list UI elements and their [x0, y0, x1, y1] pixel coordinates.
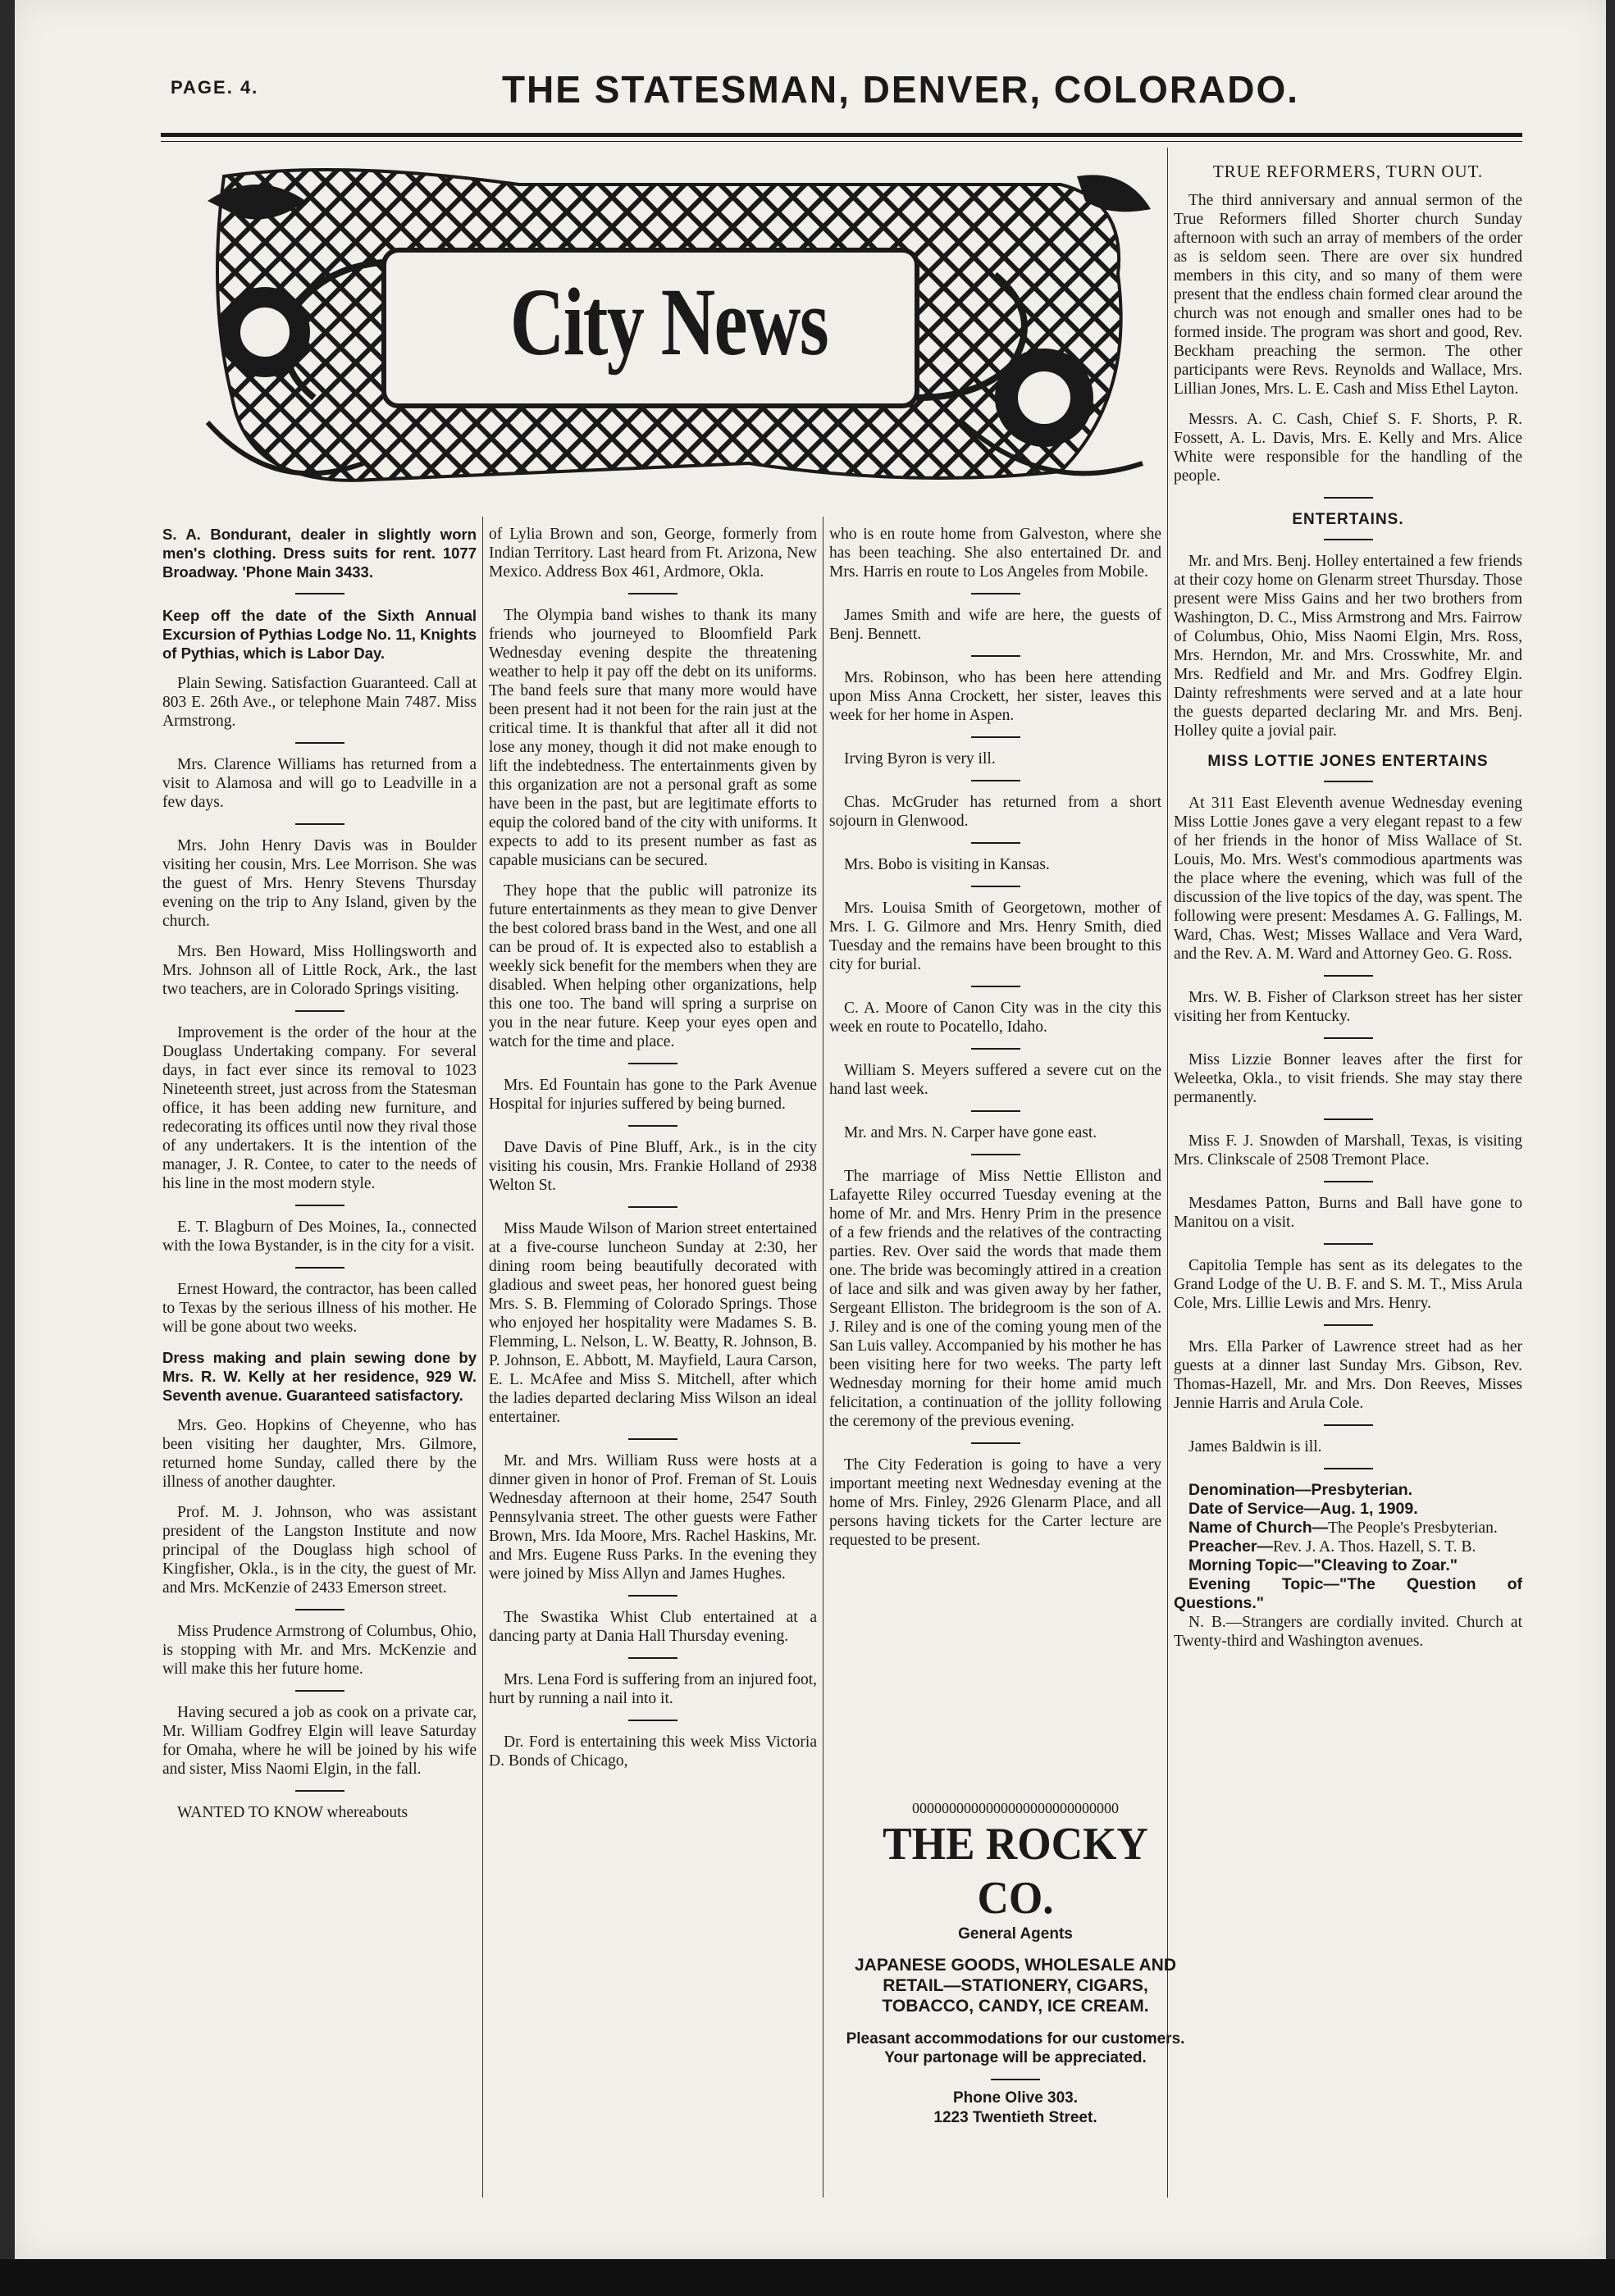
separator — [1324, 1424, 1373, 1426]
ad-pitch: Pleasant accommodations for our customers. Your partonage will be appreciated. — [846, 2030, 1185, 2066]
article: Mr. and Mrs. N. Carper have gone east. — [844, 1124, 1097, 1141]
separator — [628, 1595, 677, 1597]
article: The third anniversary and annual sermon of the True Reformers filled Shorter church Sunday afternoon with such an array of members of the order as is seldom seen. There are over six hundred members in this city, and so many of them were present that the endless chain formed clear around the church was not enough and smaller ones had to be formed inside. The program was short and good, Rev. Beckham preaching the sermon. The other participants were Revs. Reynolds and Wallace, Mrs. Lillian Jones, Mrs. L. E. Cash and Miss Ethel Layton. — [1174, 192, 1522, 398]
article: The Olympia band wishes to thank its many friends who journeyed to Bloomfield Park Wednesday evening despite the threatening weather to help it pay off the debt on its uniforms. The band feels sure that many more would have been present had it not been for the rain just at the critical time. It is thankful that after all it did not lose any money, though it did not make enough to lift the indebtedness. The entertainments given by this organization are not a personal graft as some have been in the past, but are legitimate efforts to equip the colored band of the city with uniforms. It expects to add to its present number as fast as capable musicians can be secured. — [489, 607, 817, 869]
separator — [295, 823, 344, 825]
church-date — [1174, 1500, 1522, 1519]
value: "Cleaving to Zoar." — [1313, 1556, 1458, 1574]
scan-edge — [0, 2259, 1615, 2296]
article: Irving Byron is very ill. — [844, 750, 996, 768]
church-notice — [1174, 1481, 1522, 1651]
article: James Baldwin is ill. — [1188, 1438, 1322, 1456]
column-rule — [482, 517, 483, 2198]
article: Miss F. J. Snowden of Marshall, Texas, is visiting Mrs. Clinkscale of 2508 Tremont Place. — [1174, 1132, 1522, 1168]
article: Ernest Howard, the contractor, has been called to Texas by the serious illness of his mother. He will be gone about two weeks. — [162, 1281, 477, 1336]
separator — [628, 1125, 677, 1127]
article: of Lylia Brown and son, George, formerly from Indian Territory. Last heard from Ft. Arizona, New Mexico. Address Box 461, Ardmore, Okla. — [489, 526, 817, 581]
separator — [1324, 539, 1373, 540]
article: Mrs. Ed Fountain has gone to the Park Avenue Hospital for injuries suffered by being burned. — [489, 1077, 817, 1113]
article: E. T. Blagburn of Des Moines, Ia., connected with the Iowa Bystander, is in the city for a visit. — [162, 1219, 477, 1255]
ad-phone: Phone Olive 303. — [952, 2089, 1079, 2107]
ad-subtitle: General Agents — [958, 1925, 1073, 1943]
separator — [991, 2079, 1040, 2080]
separator — [1324, 497, 1373, 499]
article: Mrs. Clarence Williams has returned from a visit to Alamosa and will go to Leadville in a few days. — [162, 756, 477, 811]
separator — [971, 1442, 1020, 1444]
ad-address: 1223 Twentieth Street. — [933, 2109, 1097, 2126]
separator — [295, 1010, 344, 1012]
separator — [295, 742, 344, 744]
separator — [1324, 1037, 1373, 1039]
church-evening-topic — [1174, 1575, 1522, 1613]
value: Rev. J. A. Thos. Hazell, S. T. B. — [1272, 1538, 1476, 1556]
article: William S. Meyers suffered a severe cut on the hand last week. — [829, 1062, 1161, 1098]
header-rule — [161, 133, 1522, 137]
headline-lottie-jones: MISS LOTTIE JONES ENTERTAINS — [1207, 753, 1489, 770]
article: Mrs. Robinson, who has been here attending upon Miss Anna Crockett, her sister, leaves this week for her home in Aspen. — [829, 669, 1161, 724]
headline-entertains: ENTERTAINS. — [1292, 511, 1404, 528]
separator — [295, 1205, 344, 1206]
ad-goods: JAPANESE GOODS, WHOLESALE AND RETAIL—STATIONERY, CIGARS, TOBACCO, CANDY, ICE CREAM. — [854, 1956, 1177, 2016]
separator — [295, 593, 344, 594]
separator — [1324, 1181, 1373, 1182]
separator — [1324, 1118, 1373, 1120]
label: Denomination— — [1188, 1481, 1312, 1499]
separator — [628, 1657, 677, 1659]
article: Mrs. Ben Howard, Miss Hollingsworth and Mrs. Johnson all of Little Rock, Ark., the last two teachers, are in Colorado Springs visiting. — [162, 943, 477, 998]
article: Prof. M. J. Johnson, who was assistant president of the Langston Institute and now principal of the Douglass high school of Kingfisher, Okla., is in the city, the guest of Mr. and Mrs. McKenzie of 2433 Emerson street. — [162, 1504, 477, 1597]
church-morning-topic — [1174, 1556, 1522, 1575]
city-news-banner — [175, 152, 1163, 504]
article: Dr. Ford is entertaining this week Miss Victoria D. Bonds of Chicago, — [489, 1733, 817, 1770]
article: They hope that the public will patronize its future entertainments as they mean to give Denver the best colored brass band in the West, and one all can be proud of. It is expected also to establish a weekly sick benefit for the members when they are disabled. When helping other organizations, help this one too. The band will spring a surprise on you in the near future. Keep your eyes open and watch for the time and place. — [489, 882, 817, 1050]
separator — [971, 780, 1020, 781]
separator — [1324, 781, 1373, 782]
separator — [971, 736, 1020, 738]
column-3 — [829, 525, 1161, 1792]
page-header — [162, 49, 1524, 139]
label: Name of Church— — [1188, 1519, 1329, 1537]
church-name — [1174, 1519, 1522, 1538]
article: C. A. Moore of Canon City was in the city this week en route to Pocatello, Idaho. — [829, 1000, 1161, 1036]
separator — [628, 1063, 677, 1064]
header-rule-thin — [161, 141, 1522, 142]
separator — [971, 1154, 1020, 1155]
separator — [971, 986, 1020, 987]
article: Having secured a job as cook on a private car, Mr. William Godfrey Elgin will leave Saturday for Omaha, where he will be joined by his wife and sister, Miss Naomi Elgin, in the fall. — [162, 1704, 477, 1778]
article: Chas. McGruder has returned from a short sojourn in Glenwood. — [829, 794, 1161, 830]
article: Miss Lizzie Bonner leaves after the first for Weleetka, Okla., to visit friends. She may stay there permanently. — [1174, 1051, 1522, 1106]
article: Miss Maude Wilson of Marion street entertained at a five-course luncheon Sunday at 2:30, her dining room being beautifully decorated with gladious and sweet peas, her honored guest being Mrs. S. B. Flemming of Colorado Springs. Those who enjoyed her hospitality were Madames S. B. Flemming, L. Nelson, L. W. Beatty, R. Johnson, B. P. Johnson, E. Abbott, M. Mayfield, Laura Carson, E. L. McAfee and Miss S. Mitchell, after which the ladies departed declaring Miss Wilson an ideal entertainer. — [489, 1220, 817, 1426]
article: Mrs. Geo. Hopkins of Cheyenne, who has been visiting her daughter, Mrs. Gilmore, returned home Sunday, called there by the illness of another daughter. — [162, 1417, 477, 1491]
church-preacher — [1174, 1538, 1522, 1556]
article: Mr. and Mrs. William Russ were hosts at a dinner given in honor of Prof. Freman of St. Louis Wednesday afternoon at their home, 2547 South Pennsylvania street. The other guests were Father Brown, Mrs. Ida Moore, Mrs. Rachel Haskins, Mr. and Mrs. Eugene Russ Parks. In the evening they were joined by Miss Allyn and James Hughes. — [489, 1452, 817, 1583]
value: Aug. 1, 1909. — [1320, 1500, 1418, 1518]
article: Dress making and plain sewing done by Mrs. R. W. Kelly at her residence, 929 W. Seventh avenue. Guaranteed satisfactory. — [162, 1349, 477, 1404]
separator — [628, 593, 677, 594]
article: Improvement is the order of the hour at the Douglass Undertaking company. For several days, in fact ever since its removal to 1023 Nineteenth street, just across from the Statesman office, it has been adding new furniture, and redecorating its offices until now they rival those of any undertakers. It is the intention of the manager, J. R. Contee, to cater to the needs of his line in the most modern style. — [162, 1024, 477, 1192]
church-note: N. B.—Strangers are cordially invited. Church at Twenty-third and Washington avenues. — [1174, 1614, 1522, 1650]
label: Preacher— — [1188, 1538, 1273, 1556]
article: S. A. Bondurant, dealer in slightly worn men's clothing. Dress suits for rent. 1077 Broadway. 'Phone Main 3433. — [162, 526, 477, 581]
article: Miss Prudence Armstrong of Columbus, Ohio, is stopping with Mr. and Mrs. McKenzie and will make this her future home. — [162, 1623, 477, 1678]
ad-title: THE ROCKY CO. — [883, 1819, 1148, 1924]
separator — [971, 1048, 1020, 1050]
label: Date of Service— — [1188, 1500, 1321, 1518]
article: The City Federation is going to have a very important meeting next Wednesday evening at the home of Mrs. Finley, 2926 Glenarm Place, and all persons having tickets for the Carter lecture are requested to be present. — [829, 1456, 1161, 1549]
section-title: City News — [509, 268, 828, 376]
label: Evening Topic— — [1188, 1575, 1339, 1593]
separator — [295, 1690, 344, 1692]
rocky-co-advertisement — [843, 1800, 1188, 2128]
value: Presbyterian. — [1311, 1481, 1413, 1499]
value: "The Question of Questions." — [1174, 1575, 1522, 1612]
separator — [295, 1609, 344, 1610]
article: Mrs. Louisa Smith of Georgetown, mother of Mrs. I. G. Gilmore and Mrs. Henry Smith, died Tuesday and the remains have been brought to this city for burial. — [829, 900, 1161, 973]
article: Messrs. A. C. Cash, Chief S. F. Shorts, P. R. Fossett, A. L. Davis, Mrs. E. Kelly and Mrs. Alice White were responsible for the handling of the people. — [1174, 411, 1522, 485]
separator — [1324, 1468, 1373, 1469]
article: who is en route home from Galveston, where she has been teaching. She also entertained Dr. and Mrs. Harris en route to Los Angeles from Mobile. — [829, 526, 1161, 581]
article: Mesdames Patton, Burns and Ball have gone to Manitou on a visit. — [1174, 1195, 1522, 1231]
separator — [1324, 975, 1373, 977]
article: Mrs. W. B. Fisher of Clarkson street has her sister visiting her from Kentucky. — [1174, 989, 1522, 1025]
masthead-title: THE STATESMAN, DENVER, COLORADO. — [501, 68, 1300, 111]
article: The marriage of Miss Nettie Elliston and Lafayette Riley occurred Tuesday evening at the home of Mr. and Mrs. Henry Prim in the presence of a few friends and the relatives of the contracting parties. Rev. Over said the words that made them one. The bride was becomingly attired in a creation of lace and silk and was given away by her father, Sergeant Elliston. The bridegroom is the son of A. J. Riley and is one of the coming young men of the San Luis valley. Accompanied by his mother he has been visiting here for two weeks. The party left Wednesday morning for their home amid much felicitation, a continuation of the jollity following the ceremony of the previous evening. — [829, 1168, 1161, 1430]
article: Plain Sewing. Satisfaction Guaranteed. Call at 803 E. 26th Ave., or telephone Main 7487. Miss Armstrong. — [162, 675, 477, 730]
separator — [971, 886, 1020, 887]
separator — [295, 1267, 344, 1269]
headline-true-reformers: TRUE REFORMERS, TURN OUT. — [1212, 162, 1484, 181]
column-1 — [162, 525, 477, 2202]
ad-border: 0000000000000000000000000000 — [912, 1800, 1119, 1816]
newspaper-page — [15, 0, 1606, 2259]
separator — [628, 1438, 677, 1440]
article: Mrs. Lena Ford is suffering from an injured foot, hurt by running a nail into it. — [489, 1671, 817, 1707]
label: Morning Topic— — [1188, 1556, 1314, 1574]
separator — [295, 1790, 344, 1792]
separator — [628, 1206, 677, 1208]
page-number: PAGE. 4. — [171, 77, 259, 98]
separator — [628, 1720, 677, 1721]
article: WANTED TO KNOW whereabouts — [177, 1804, 408, 1821]
article: The Swastika Whist Club entertained at a dancing party at Dania Hall Thursday evening. — [489, 1609, 817, 1645]
separator — [971, 593, 1020, 594]
article: James Smith and wife are here, the guests of Benj. Bennett. — [829, 607, 1161, 643]
article: At 311 East Eleventh avenue Wednesday evening Miss Lottie Jones gave a very elegant repast to a few of her friends in the honor of Miss Wallace of St. Louis, Mo. Mrs. West's commodious apartments was the place where the evening, which was full of the discussion of the live topics of the day, was spent. The following were present: Mesdames A. G. Fallings, M. Ward, Chas. West; Misses Wallace and Vera Ward, and the Rev. A. M. Ward and Attorney Geo. G. Ross. — [1174, 795, 1522, 963]
separator — [971, 655, 1020, 657]
value: The People's Presbyterian. — [1328, 1519, 1498, 1537]
article: Mrs. Ella Parker of Lawrence street had as her guests at a dinner last Sunday Mrs. Gibson, Rev. Thomas-Hazell, Mr. and Mrs. Don Reeves, Misses Jennie Harris and Arula Cole. — [1174, 1338, 1522, 1412]
column-4 — [1174, 154, 1522, 2200]
article: Mr. and Mrs. Benj. Holley entertained a few friends at their cozy home on Glenarm street Thursday. Those present were Miss Gains and her two brothers from Washington, D. C., Miss Armstrong and Mrs. Fairrow of Columbus, Ohio, Miss Naomi Elgin, Mrs. Ross, Mrs. Herndon, Mr. and Mrs. Crosswhite, Mr. and Mrs. Redfield and Mr. and Mrs. Godfrey Elgin. Dainty refreshments were served and at a late hour the guests departed declaring Mr. and Mrs. Benj. Holley quite a jovial pair. — [1174, 553, 1522, 740]
column-2 — [489, 525, 817, 2202]
article: Keep off the date of the Sixth Annual Excursion of Pythias Lodge No. 11, Knights of Pythias, which is Labor Day. — [162, 607, 477, 662]
article: Mrs. John Henry Davis was in Boulder visiting her cousin, Mrs. Lee Morrison. She was the guest of Mrs. Henry Stevens Thursday evening on the trip to Any Island, given by the church. — [162, 837, 477, 930]
separator — [971, 842, 1020, 844]
separator — [971, 1110, 1020, 1112]
article: Mrs. Bobo is visiting in Kansas. — [844, 856, 1050, 873]
article: Capitolia Temple has sent as its delegates to the Grand Lodge of the U. B. F. and S. M. T., Miss Arula Cole, Mrs. Lillie Lewis and Mrs. Henry. — [1174, 1257, 1522, 1312]
article: Dave Davis of Pine Bluff, Ark., is in the city visiting his cousin, Mrs. Frankie Holland of 2938 Welton St. — [489, 1139, 817, 1194]
church-denomination — [1174, 1481, 1522, 1500]
separator — [1324, 1324, 1373, 1326]
separator — [1324, 1243, 1373, 1245]
